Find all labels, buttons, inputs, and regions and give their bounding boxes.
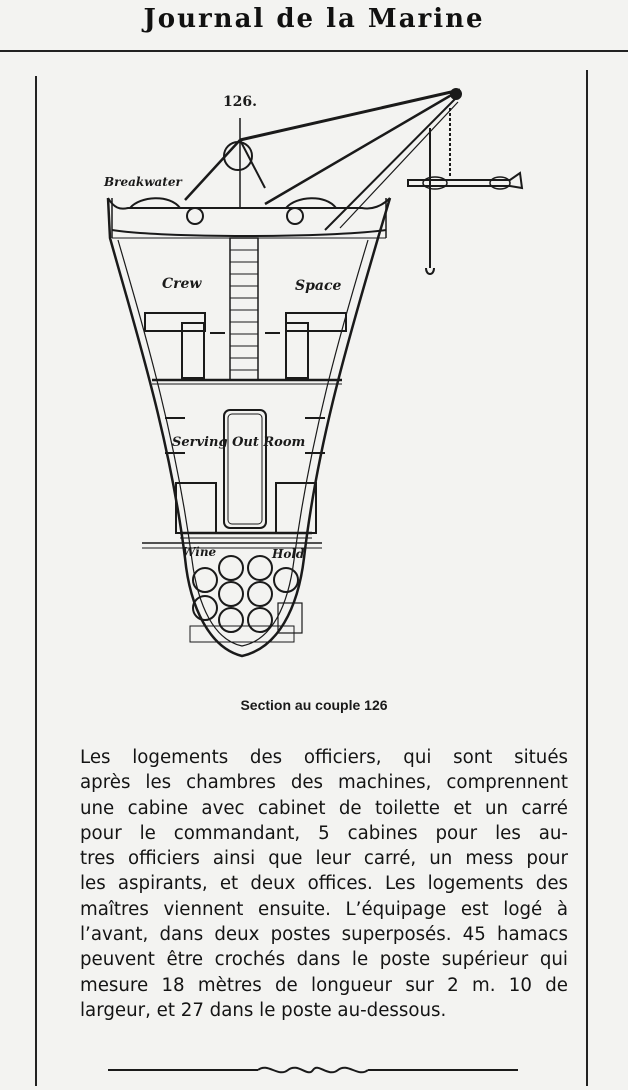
ship-section-svg xyxy=(90,78,530,688)
ornament-divider xyxy=(108,1060,518,1080)
wine-barrels xyxy=(193,556,298,632)
column-rule-left xyxy=(35,76,37,1086)
article-line: une cabine avec cabinet de toilette et un carré xyxy=(80,797,568,819)
serving-out-compartment xyxy=(224,410,266,528)
article-line: peuvent être crochés dans le poste supérieur qui xyxy=(80,949,568,971)
derrick-boom xyxy=(185,140,240,200)
article-line: Les logements des officiers, qui sont situés xyxy=(80,747,568,768)
article-line: maîtres viennent ensuite. L’équipage est logé à xyxy=(80,898,568,920)
breakwater-label: Breakwater xyxy=(104,175,182,189)
article-line: pour le commandant, 5 cabines pour les au- xyxy=(80,822,568,844)
article-body xyxy=(80,745,568,1023)
article-line: les aspirants, et deux offices. Les logements des xyxy=(80,873,568,895)
frame-number-label: 126. xyxy=(222,94,258,110)
central-ladder xyxy=(230,238,258,380)
crew-label: Crew xyxy=(162,276,202,292)
article-line: l’avant, dans deux postes superposés. 45 hamacs xyxy=(80,924,568,946)
article-line: largeur, et 27 dans le poste au-dessous. xyxy=(80,999,447,1021)
serving-out-room-label: Serving Out Room xyxy=(172,435,306,450)
hold-label: Hold xyxy=(272,547,305,561)
header-rule xyxy=(0,50,628,52)
article-line: tres officiers ainsi que leur carré, un mess pour xyxy=(80,848,568,870)
ship-section-diagram xyxy=(90,78,530,688)
column-rule-right xyxy=(586,70,588,1086)
space-label: Space xyxy=(295,278,342,294)
wine-label: Wine xyxy=(182,545,217,559)
article-line: après les chambres des machines, comprennent xyxy=(80,772,568,794)
figure-caption: Section au couple 126 xyxy=(240,697,388,713)
journal-title: Journal de la Marine xyxy=(143,4,485,34)
article-line: mesure 18 mètres de longueur sur 2 m. 10 de xyxy=(80,974,568,996)
